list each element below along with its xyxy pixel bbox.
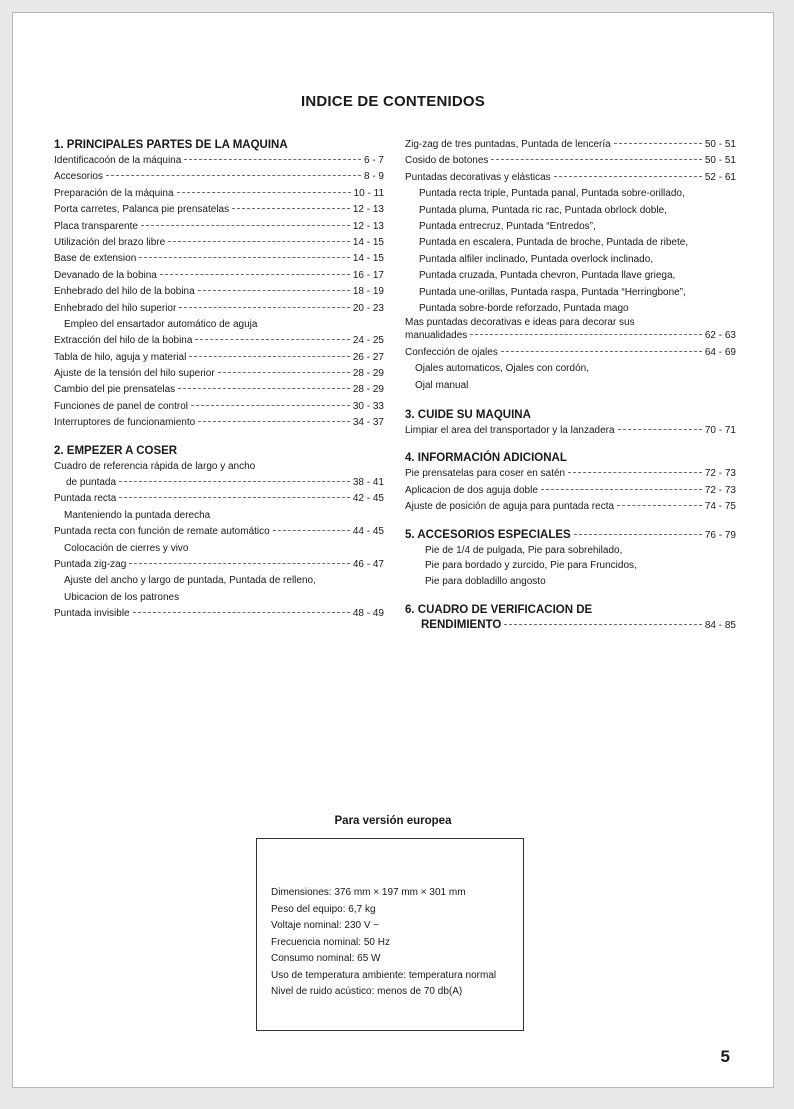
toc-entry[interactable]: Tabla de hilo, aguja y material 26 - 27 <box>54 351 384 363</box>
toc-subentry: Puntada une-orillas, Puntada raspa, Puntada “Herringbone”, <box>419 286 686 298</box>
toc-entry[interactable]: Puntada recta 42 - 45 <box>54 493 384 505</box>
toc-entry[interactable]: Confección de ojales 64 - 69 <box>405 346 736 358</box>
section-5-heading[interactable]: 5. ACCESORIOS ESPECIALES 76 - 79 <box>405 528 736 541</box>
toc-entry[interactable]: Puntada invisible 48 - 49 <box>54 608 384 620</box>
section-2-heading: 2. EMPEZER A COSER <box>54 444 178 457</box>
eu-spec-title: Para versión europea <box>334 815 452 827</box>
spec-noise: Nivel de ruido acústico: menos de 70 db(A) <box>271 986 463 997</box>
spec-weight: Peso del equipo: 6,7 kg <box>271 903 376 915</box>
toc-entry[interactable]: Utilización del brazo libre 14 - 15 <box>54 236 384 248</box>
spec-frequency: Frecuencia nominal: 50 Hz <box>271 936 390 948</box>
toc-subentry: Puntada recta triple, Puntada panal, Puntada sobre-orillado, <box>419 188 685 200</box>
toc-subentry: Puntada sobre-borde reforzado, Puntada mago <box>419 302 629 314</box>
toc-subentry: Manteniendo la puntada derecha <box>64 509 211 521</box>
toc-subentry: Puntada en escalera, Puntada de broche, Puntada de ribete, <box>419 237 689 249</box>
toc-entry[interactable]: Puntada zig-zag 46 - 47 <box>54 558 384 570</box>
toc-entry[interactable]: Zig-zag de tres puntadas, Puntada de lencería 50 - 51 <box>405 139 736 150</box>
toc-entry[interactable]: Identificacoón de la máquina 6 - 7 <box>54 155 384 166</box>
toc-entry[interactable]: Enhebrado del hilo superior 20 - 23 <box>54 302 384 314</box>
spec-dimensions: Dimensiones: 376 mm × 197 mm × 301 mm <box>271 887 466 898</box>
section-3-heading: 3. CUIDE SU MAQUINA <box>405 408 531 421</box>
toc-entry[interactable]: Porta carretes, Palanca pie prensatelas 12 - 13 <box>54 204 384 216</box>
toc-subentry: Empleo del ensartador automático de aguja <box>64 318 258 330</box>
toc-entry[interactable]: Ajuste de la tensión del hilo superior 28 - 29 <box>54 368 384 380</box>
page-title: INDICE DE CONTENIDOS <box>300 93 485 110</box>
toc-entry[interactable]: RENDIMIENTO 84 - 85 <box>421 619 736 632</box>
toc-entry[interactable]: Accesorios 8 - 9 <box>54 171 384 183</box>
toc-entry[interactable]: de puntada 38 - 41 <box>66 477 384 489</box>
section-1-heading: 1. PRINCIPALES PARTES DE LA MAQUINA <box>54 139 288 151</box>
toc-entry[interactable]: Cosido de botones 50 - 51 <box>405 155 736 167</box>
spec-voltage: Voltaje nominal: 230 V ~ <box>271 920 380 931</box>
toc-subentry: Ojales automaticos, Ojales con cordón, <box>415 363 589 375</box>
toc-entry[interactable]: Limpiar el area del transportador y la lanzadera 70 - 71 <box>405 424 736 436</box>
eu-spec-box <box>256 838 524 1031</box>
toc-entry[interactable]: Aplicacion de dos aguja doble 72 - 73 <box>405 484 736 496</box>
toc-entry[interactable]: Ajuste de posición de aguja para puntada recta 74 - 75 <box>405 501 736 513</box>
toc-entry-line: Mas puntadas decorativas e ideas para decorar sus <box>405 317 635 329</box>
toc-entry[interactable]: Funciones de panel de control 30 - 33 <box>54 400 384 412</box>
toc-right-column <box>405 137 736 633</box>
toc-subentry: Ojal manual <box>415 379 469 391</box>
spec-temperature: Uso de temperatura ambiente: temperatura normal <box>271 969 497 981</box>
page-number: 5 <box>720 1047 730 1066</box>
toc-subentry: Puntada alfiler inclinado, Puntada overlock inclinado, <box>419 253 654 265</box>
toc-entry[interactable]: Puntada recta con función de remate automático 44 - 45 <box>54 526 384 538</box>
section-4-heading: 4. INFORMACIÓN ADICIONAL <box>405 452 567 465</box>
toc-left-column <box>54 137 384 623</box>
toc-entry[interactable]: Puntadas decorativas y elásticas 52 - 61 <box>405 171 736 183</box>
toc-entry-line: Cuadro de referencia rápida de largo y ancho <box>54 460 256 472</box>
toc-entry[interactable]: Cambio del pie prensatelas 28 - 29 <box>54 384 384 396</box>
toc-entry[interactable]: Base de extension 14 - 15 <box>54 253 384 265</box>
toc-subentry: Pie para bordado y zurcido, Pie para Fruncidos, <box>425 560 637 572</box>
toc-entry[interactable]: Preparación de la máquina 10 - 11 <box>54 187 384 199</box>
toc-entry[interactable]: Devanado de la bobina 16 - 17 <box>54 269 384 281</box>
toc-subentry: Colocación de cierres y vivo <box>64 542 189 554</box>
toc-subentry: Pie de 1/4 de pulgada, Pie para sobrehilado, <box>425 544 623 556</box>
section-6-heading: 6. CUADRO DE VERIFICACION DE <box>405 604 593 617</box>
toc-entry[interactable]: Extracción del hilo de la bobina 24 - 25 <box>54 335 384 347</box>
toc-entry[interactable]: manualidades 62 - 63 <box>405 329 736 341</box>
toc-subentry: Ajuste del ancho y largo de puntada, Puntada de relleno, <box>64 575 316 587</box>
toc-subentry: Ubicacion de los patrones <box>64 591 180 603</box>
toc-entry[interactable]: Placa transparente 12 - 13 <box>54 220 384 232</box>
toc-entry[interactable]: Enhebrado del hilo de la bobina 18 - 19 <box>54 286 384 298</box>
toc-subentry: Puntada cruzada, Puntada chevron, Puntada llave griega, <box>419 270 676 282</box>
toc-subentry: Puntada pluma, Puntada ric rac, Puntada obrlock doble, <box>419 204 667 216</box>
manual-page <box>12 12 774 1088</box>
toc-entry[interactable]: Pie prensatelas para coser en satén 72 - 73 <box>405 468 736 480</box>
toc-subentry: Puntada entrecruz, Puntada “Entredos”, <box>419 220 596 232</box>
toc-entry[interactable]: Interruptores de funcionamiento 34 - 37 <box>54 417 384 429</box>
spec-power: Consumo nominal: 65 W <box>271 953 381 964</box>
toc-subentry: Pie para dobladillo angosto <box>425 575 546 587</box>
